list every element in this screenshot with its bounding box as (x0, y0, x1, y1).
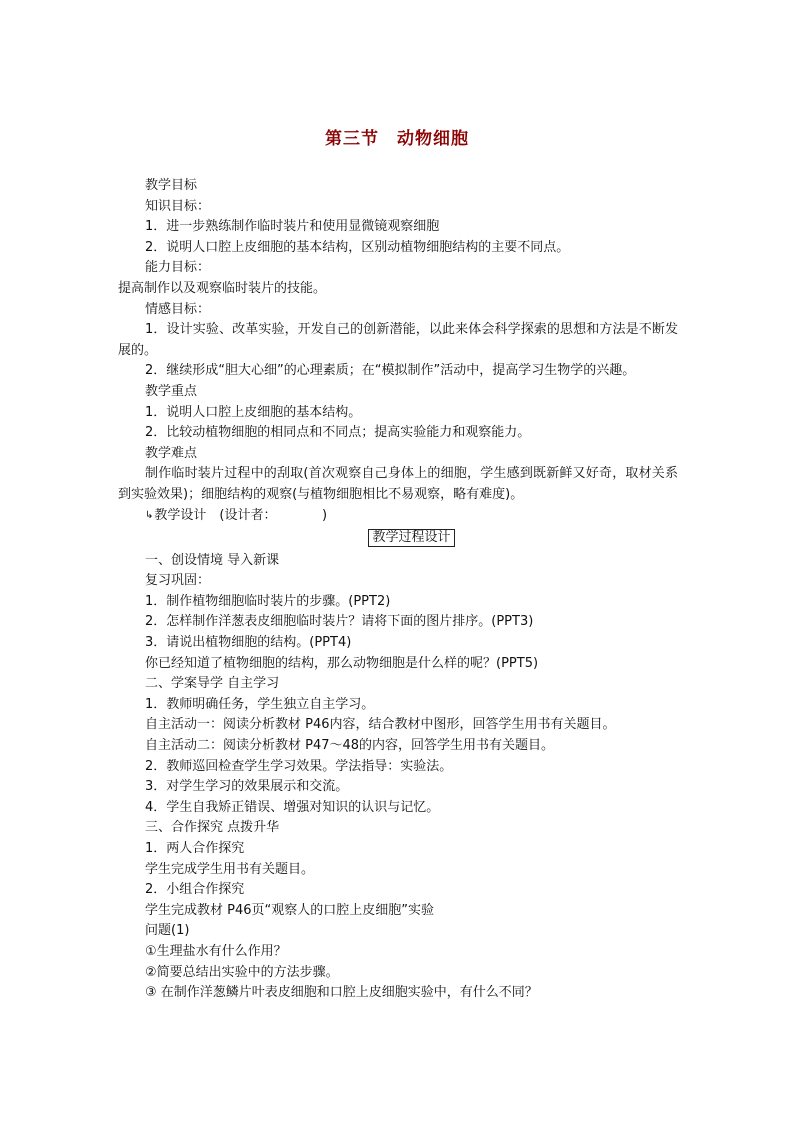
heading-teaching-goals: 教学目标 (145, 178, 198, 193)
section-2-heading: 二、学案导学 自主学习 (145, 676, 280, 692)
emotion-goal-1: 1．设计实验、改革实验，开发自己的创新潜能，以此来体会科学探索的思想和方法是不断发展的。 (118, 322, 678, 358)
section-2-item-3: 3．对学生学习的效果展示和交流。 (145, 779, 349, 795)
activity-1: 自主活动一：阅读分析教材 P46内容，结合教材中图形，回答学生用书有关题目。 (145, 717, 616, 733)
question-2: ②简要总结出实验中的方法步骤。 (145, 964, 339, 980)
review-label: 复习巩固： (145, 573, 211, 589)
section-2-item-1: 1．教师明确任务，学生独立自主学习。 (145, 696, 375, 712)
bookmark-mark-icon: ↳ (145, 509, 154, 521)
difficulty-text: 制作临时装片过程中的刮取(首次观察自己身体上的细胞，学生感到既新鲜又好奇，取材关系到实验效果)；细胞结构的观察(与植物细胞相比不易观察，略有难度)。 (118, 466, 678, 502)
key-point-1: 1．说明人口腔上皮细胞的基本结构。 (145, 404, 362, 420)
subheading-ability-goals: 能力目标： (145, 260, 211, 276)
teaching-design-line (118, 506, 678, 527)
process-design-row (118, 528, 678, 549)
transition-question: 你已经知道了植物细胞的结构，那么动物细胞是什么样的呢？(PPT5) (145, 655, 539, 671)
teaching-design-label: 教学设计 (设计者： ) (154, 507, 328, 523)
key-point-2: 2．比较动植物细胞的相同点和不同点；提高实验能力和观察能力。 (145, 425, 531, 441)
section-2-item-2: 2．教师巡回检查学生学习效果。学法指导：实验法。 (145, 758, 453, 774)
group-inquiry: 2．小组合作探究 (145, 882, 245, 898)
section-1-heading: 一、创设情境 导入新课 (145, 552, 280, 568)
group-inquiry-text: 学生完成教材 P46页“观察人的口腔上皮细胞”实验 (145, 902, 434, 918)
question-3: ③ 在制作洋葱鳞片叶表皮细胞和口腔上皮细胞实验中，有什么不同？ (145, 985, 538, 1001)
emotion-goal-2: 2．继续形成“胆大心细”的心理素质；在“模拟制作”活动中，提高学习生物学的兴趣。 (145, 363, 636, 379)
question-label: 问题(1) (145, 923, 190, 939)
section-3-heading: 三、合作探究 点拨升华 (145, 820, 280, 836)
review-item-2: 2．怎样制作洋葱表皮细胞临时装片？请将下面的图片排序。(PPT3) (145, 614, 534, 630)
review-item-3: 3．请说出植物细胞的结构。(PPT4) (145, 635, 352, 651)
knowledge-goal-1: 1．进一步熟练制作临时装片和使用显微镜观察细胞 (145, 219, 440, 235)
document-body (118, 176, 678, 1004)
knowledge-goal-2: 2．说明人口腔上皮细胞的基本结构，区别动植物细胞结构的主要不同点。 (145, 239, 570, 255)
review-item-1: 1．制作植物细胞临时装片的步骤。(PPT2) (145, 593, 391, 609)
section-2-item-4: 4．学生自我矫正错误、增强对知识的认识与记忆。 (145, 799, 440, 815)
question-1: ①生理盐水有什么作用？ (145, 943, 287, 959)
heading-key-points: 教学重点 (145, 383, 198, 399)
activity-2: 自主活动二：阅读分析教材 P47～48的内容，回答学生用书有关题目。 (145, 738, 555, 754)
subheading-emotion-goals: 情感目标： (145, 301, 211, 317)
heading-difficulties: 教学难点 (145, 445, 198, 461)
pair-inquiry-text: 学生完成学生用书有关题目。 (145, 861, 315, 877)
pair-inquiry: 1．两人合作探究 (145, 841, 245, 856)
ability-goal-text: 提高制作以及观察临时装片的技能。 (118, 280, 327, 296)
page-title: 第三节 动物细胞 (325, 129, 469, 149)
process-design-boxed-heading: 教学过程设计 (368, 529, 454, 547)
subheading-knowledge-goals: 知识目标： (145, 198, 211, 214)
